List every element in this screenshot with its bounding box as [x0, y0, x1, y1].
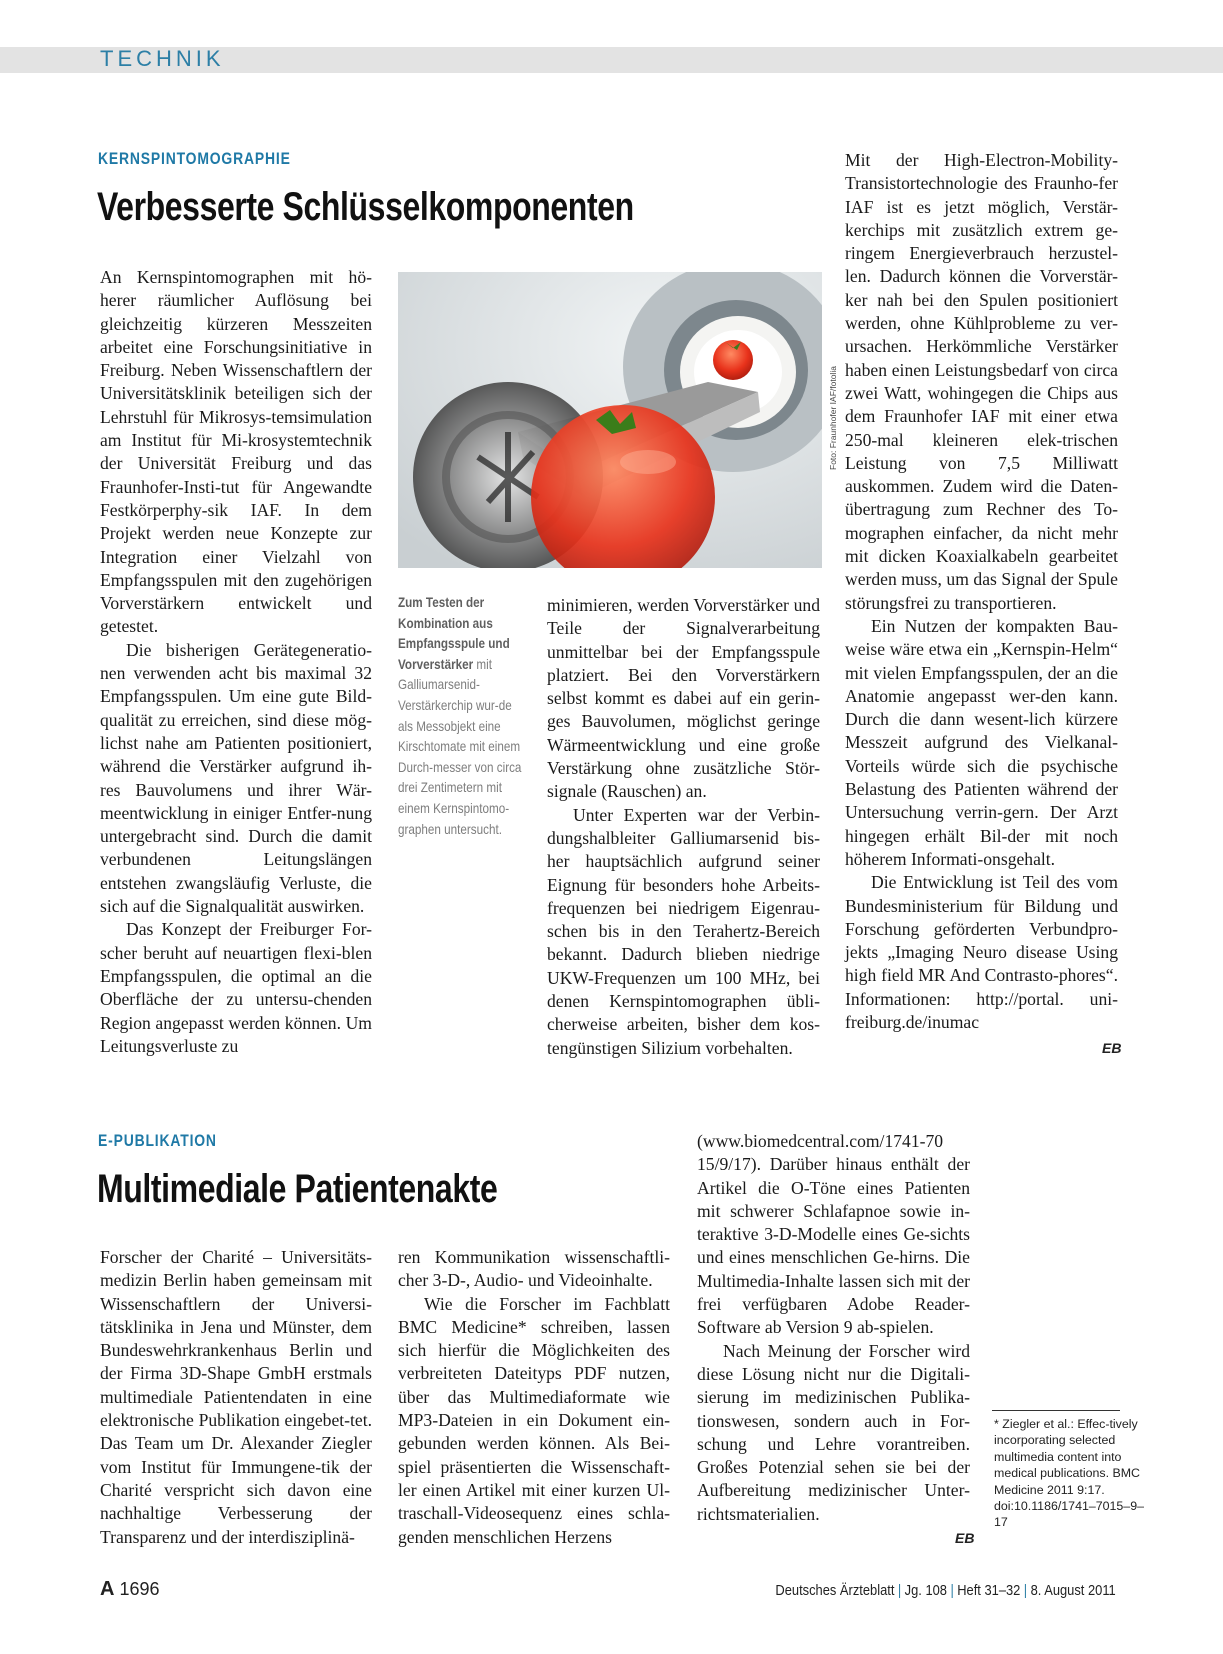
- paragraph: Forscher der Charité – Universitäts-medizin Berlin haben gemeinsam mit Wissenschaftlern der Universi-tätsklinika in Jena und Münster, dem Bundeswehrkrankenhaus Berlin und der Firma 3D-Shape GmbH erstmals multimediale Patientendaten in eine elektronische Publikation eingebet-tet. Das Team um Dr. Alexander Ziegler vom Institut für Immungene-tik der Charité verspricht sich davon eine nachhaltige Verbesserung der Transparenz und der interdisziplinä-: [100, 1247, 372, 1547]
- article1-column-2: [547, 594, 820, 1060]
- article2-kicker: E-PUBLIKATION: [98, 1131, 217, 1150]
- journal-date: 8. August 2011: [1030, 1582, 1116, 1599]
- paragraph: Nach Meinung der Forscher wird diese Lösung nicht nur die Digitali-sierung im medizinischen Publika-tionswesen, sondern auch in For-schung und Lehre vorantreiben. Großes Potenzial sehen sie bei der Aufbereitung medizinischer Unter-richtsmaterialien.: [697, 1340, 970, 1524]
- article1-column-1: [100, 266, 372, 1058]
- article1-kicker: KERNSPINTOMOGRAPHIE: [98, 149, 291, 168]
- article2-signature: EB: [955, 1530, 975, 1546]
- photo-caption: [398, 593, 527, 840]
- article1-title: Verbesserte Schlüsselkomponenten: [97, 185, 634, 229]
- article2-title: Multimediale Patientenakte: [97, 1167, 498, 1211]
- paragraph: Die Entwicklung ist Teil des vom Bundesministerium für Bildung und Forschung geförderten Verbundpro-jekts „Imaging Neuro disease Using high field MR And Contrasto-phores“. Informationen: http://portal. uni-freiburg.de/inumac: [845, 872, 1118, 1032]
- article1-column-3: [845, 149, 1118, 1034]
- separator: |: [950, 1582, 955, 1599]
- article2-column-1: [100, 1246, 372, 1549]
- journal-issue: Heft 31–32: [957, 1582, 1021, 1599]
- paragraph: (www.biomedcentral.com/1741-70 15/9/17). Darüber hinaus enthält der Artikel die O-Töne eines Patienten mit schwerer Schlafapnoe sowie in-teraktive 3-D-Modelle eines Ge-sichts und eines menschlichen Ge-hirns. Die Multimedia-Inhalte lassen sich mit der frei verfügbaren Adobe Reader-Software ab Version 9 ab-spielen.: [697, 1131, 970, 1338]
- photo-credit: Foto: Fraunhofer IAF/fotolia: [828, 366, 838, 470]
- paragraph: Das Konzept der Freiburger For-scher beruht auf neuartigen flexi-blen Empfangsspulen, die optimal an die Oberfläche der zu untersu-chenden Region angepasst werden können. Um Leitungsverluste zu: [100, 919, 372, 1056]
- page-number: [100, 1578, 160, 1601]
- paragraph: ren Kommunikation wissenschaftli-cher 3-D-, Audio- und Videoinhalte.: [398, 1247, 670, 1291]
- caption-title: Zum Testen der Kombination aus Empfangsspule und Vorverstärker: [398, 595, 510, 672]
- journal-volume: Jg. 108: [904, 1582, 948, 1599]
- footnote: * Ziegler et al.: Effec-tively incorporating selected multimedia content into medical publications. BMC Medicine 2011 9:17. doi:10.1186/1741–7015–9–17: [994, 1417, 1144, 1530]
- paragraph: Wie die Forscher im Fachblatt BMC Medicine* schreiben, lassen sich hierfür die Möglichkeiten des verbreiteten Dateityps PDF nutzen, über das Multimediaformate wie MP3-Dateien in ein Dokument ein-gebunden werden können. Als Bei-spiel präsentierten die Wissenschaft-ler einen Artikel mit einer kurzen Ul-traschall-Videosequenz eines schla-genden menschlichen Herzens: [398, 1293, 670, 1547]
- paragraph: minimieren, werden Vorverstärker und Teile der Signalverarbeitung unmittelbar bei der Empfangsspule platziert. Bei den Vorverstärkern selbst kommt es dabei auf ein gerin-ges Bauvolumen, möglichst geringe Wärmeentwicklung und eine große Verstärkung ohne zusätzliche Stör-signale (Rauschen) an.: [547, 595, 820, 802]
- paragraph: Mit der High-Electron-Mobility-Transistortechnologie des Fraunho-fer IAF ist es jetzt möglich, Verstär-kerchips mit zusätzlich extrem ge-ringem Energieverbrauch herzustel-len. Dadurch können die Vorverstär-ker nah bei den Spulen positioniert werden, ohne Kühlprobleme zu ver-ursachen. Herkömmliche Verstärker haben einen Leistungsbedarf von circa zwei Watt, wohingegen die Chips aus dem Fraunhofer IAF mit einer etwa 250-mal kleineren elek-trischen Leistung von 7,5 Milliwatt auskommen. Zudem wird die Daten-übertragung zum Rechner des To-mographen einfacher, da nicht mehr mit dicken Koaxialkabeln gearbeitet werden muss, um das Signal der Spule störungsfrei zu transportieren.: [845, 150, 1118, 613]
- section-label: TECHNIK: [100, 46, 225, 71]
- journal-name: Deutsches Ärzteblatt: [775, 1582, 895, 1599]
- page-number-value: 1696: [119, 1579, 160, 1599]
- article1-signature: EB: [1102, 1040, 1122, 1056]
- paragraph: Ein Nutzen der kompakten Bau-weise wäre etwa ein „Kernspin-Helm“ mit vielen Empfangsspulen, der an die Anatomie angepasst wer-den kann. Durch die dann wesent-lich kürzere Messzeit aufgrund des Vielkanal-Vorteils würde sich die psychische Belastung des Patienten während der Untersuchung verrin-gern. Der Arzt hingegen erhält Bil-der mit noch höherem Informati-onsgehalt.: [845, 615, 1118, 869]
- journal-info: [776, 1582, 1116, 1599]
- separator: |: [898, 1582, 902, 1599]
- page-prefix: A: [100, 1578, 115, 1600]
- paragraph: Die bisherigen Gerätegeneratio-nen verwenden acht bis maximal 32 Empfangsspulen. Um eine gute Bild-qualität zu erreichen, sind diese mög-lichst nahe am Patienten positioniert, während die Verstärker aufgrund ih-res Bauvolumens und ihrer Wär-meentwicklung in einiger Entfer-nung untergebracht sind. Durch die damit verbundenen Leitungslängen entstehen zwangsläufig Verluste, die sich auf die Signalqualität auswirken.: [100, 639, 372, 917]
- footnote-rule: [992, 1410, 1120, 1411]
- paragraph: An Kernspintomographen mit hö-herer räumlicher Auflösung bei gleichzeitig kürzeren Messzeiten arbeitet eine Forschungsinitiative in Freiburg. Neben Wissenschaftlern der Universitätsklinik beteiligen sich der Lehrstuhl für Mikrosys-temsimulation am Institut für Mi-krosystemtechnik der Universität Freiburg und das Fraunhofer-Insti-tut für Angewandte Festkörperphy-sik IAF. In dem Projekt werden neue Konzepte zur Integration einer Vielzahl von Empfangsspulen mit den zugehörigen Vorverstärkern entwickelt und getestet.: [100, 267, 372, 637]
- paragraph: Unter Experten war der Verbin-dungshalbleiter Galliumarsenid bis-her hauptsächlich aufgrund seiner Eignung für besonders hohe Arbeits-frequenzen bei niedrigem Eigenrau-schen bis in den Terahertz-Bereich bekannt. Dadurch blieben niedrige UKW-Frequenzen um 100 MHz, bei denen Kernspintomographen übli-cherweise arbeiten, bisher dem kos-tengünstigen Silizium vorbehalten.: [547, 804, 820, 1058]
- caption-text: mit Galliumarsenid-Verstärkerchip wur-de als Messobjekt eine Kirschtomate mit einem Durch-messer von circa drei Zentimetern mit einem Kernspintomo-graphen untersucht.: [398, 656, 522, 837]
- separator: |: [1024, 1582, 1028, 1599]
- article2-column-3: [697, 1130, 970, 1526]
- article2-column-2: [398, 1246, 670, 1549]
- mri-tomato-photo: [398, 272, 822, 568]
